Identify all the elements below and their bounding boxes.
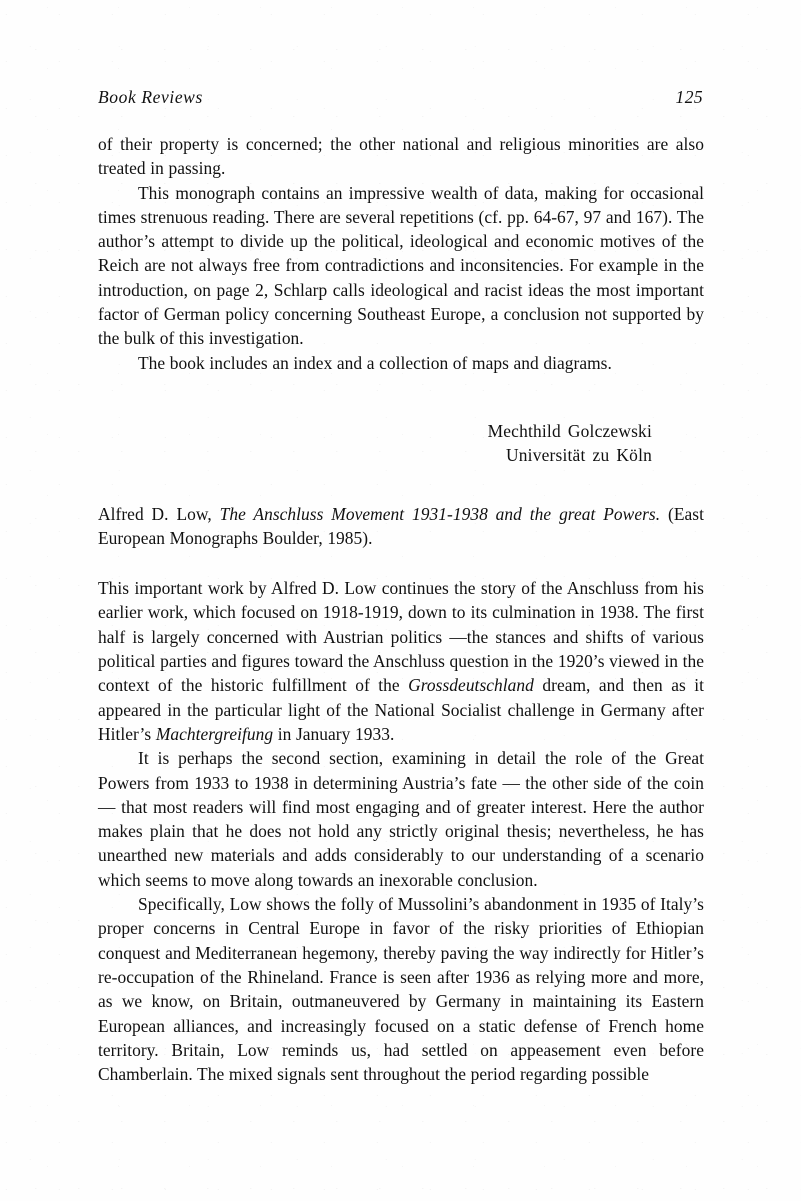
review-paragraph-specifically: Specifically, Low shows the folly of Mussolini’s abandonment in 1935 of Italy’s proper concerns in Central Europe in favor of the risky priorities of Ethiopian conquest and Mediterranean hegemony, thereby paving the way indirectly for Hitler’s re-occupation of the Rhineland. France is seen after 1936 as relying more and more, as we know, on Britain, outmaneuvered by Germany in maintaining its Eastern European alliances, and increasingly focused on a static defense of French home territory. Britain, Low reminds us, had settled on appeasement even before Chamberlain. The mixed signals sent throughout the period regarding possible <box>98 894 704 1085</box>
review-text-run: This important work by Alfred D. Low continues the story of the Anschluss from his earlier work, which focused on 1918-1919, down to its culmination in 1938. The first half is largely concerned with Austrian politics —the stances and shifts of various political parties and figures toward the Anschluss question in the 1920’s viewed in the context of the historic fulfillment of the <box>98 578 704 696</box>
citation-imprint: (East European Monographs Boulder, 1985). <box>98 503 704 548</box>
reviewer-signature <box>98 419 704 468</box>
paragraph-index: The book includes an index and a collection of maps and diagrams. <box>138 352 612 373</box>
review-paragraph-second-section: It is perhaps the second section, examining in detail the role of the Great Powers from 1933 to 1938 in determining Austria’s fate — the other side of the coin — that most readers will find most engaging and of greater interest. Here the author makes plain that he does not hold any strictly original thesis; nevertheless, he has unearthed new materials and adds considerably to our understanding of a scenario which seems to move along towards an inexorable conclusion. <box>98 748 704 890</box>
reviewer-affiliation: Universität zu Köln <box>506 445 652 466</box>
review-text-run: in January 1933. <box>273 723 395 744</box>
review-text-run: dream, and then as it appeared in the particular light of the National Socialist challenge in Germany after Hitler’s <box>98 675 704 744</box>
spacer-before-citation <box>98 468 704 502</box>
book-citation <box>98 502 704 551</box>
paragraph-monograph: This monograph contains an impressive wealth of data, making for occasional times strenuous reading. There are several repetitions (cf. pp. 64-67, 97 and 167). The author’s attempt to divide up the political, ideological and economic motives of the Reich are not always free from contradictions and inconsitencies. For example in the introduction, on page 2, Schlarp calls ideological and racist ideas the most important factor of German policy concerning Southeast Europe, a conclusion not supported by the bulk of this investigation. <box>98 182 704 349</box>
review-italic-grossdeutschland: Grossdeutschland <box>408 675 534 696</box>
review-paragraph-opening <box>98 576 704 746</box>
spacer-before-signature <box>98 375 704 419</box>
spacer-before-review <box>98 550 704 576</box>
reviewer-name: Mechthild Golczewski <box>487 420 652 441</box>
paragraph-continued: of their property is concerned; the other national and religious minorities are also treated in passing. <box>98 134 704 179</box>
review-italic-machtergreifung: Machtergreifung <box>155 723 274 744</box>
running-head-title: Book Reviews <box>98 87 203 107</box>
citation-author: Alfred D. Low, <box>98 503 220 524</box>
running-head <box>98 87 703 108</box>
page-number: 125 <box>675 87 703 107</box>
citation-title: The Anschluss Movement 1931-1938 and the great Powers. <box>219 503 661 524</box>
text-column <box>98 132 704 1086</box>
